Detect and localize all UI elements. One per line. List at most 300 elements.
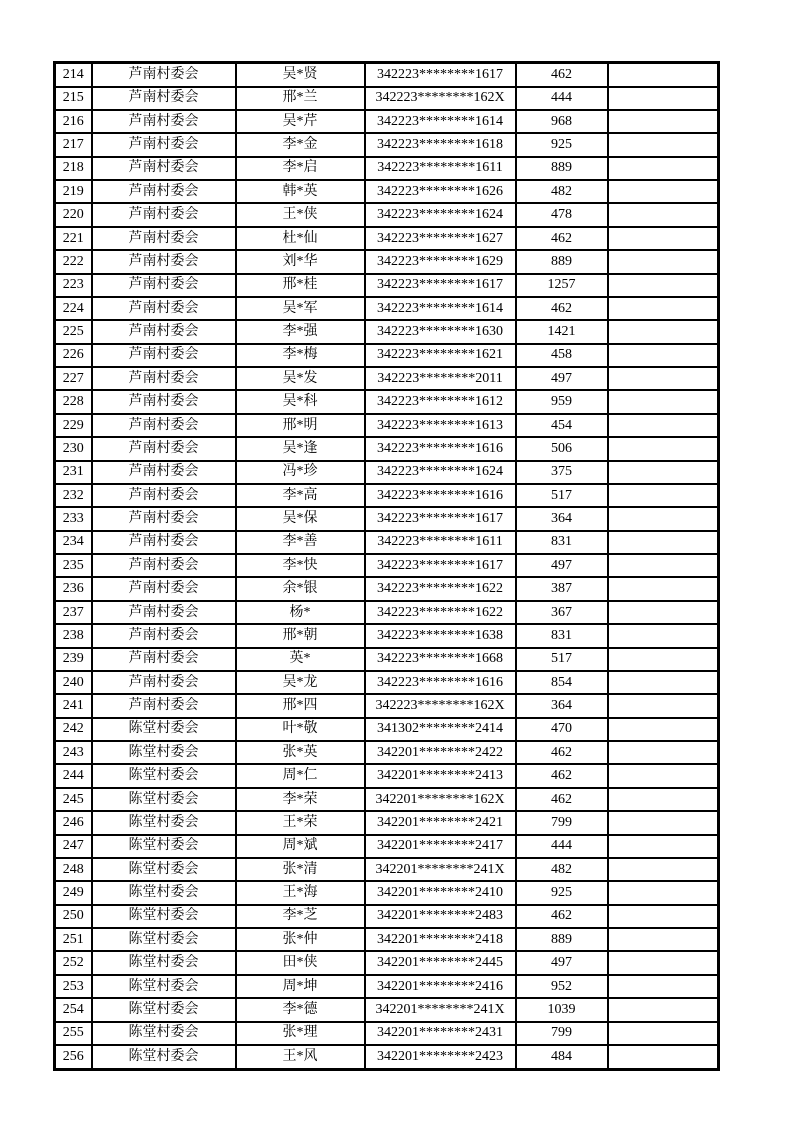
cell-village-committee: 陈堂村委会 (92, 788, 236, 811)
table-row (55, 975, 719, 998)
cell-remark (608, 741, 719, 764)
cell-masked-id-number: 342223********1621 (365, 344, 516, 367)
cell-amount: 482 (516, 180, 608, 203)
cell-serial-no: 225 (55, 320, 92, 343)
cell-remark (608, 63, 719, 87)
cell-amount: 478 (516, 203, 608, 226)
cell-remark (608, 274, 719, 297)
cell-remark (608, 858, 719, 881)
cell-amount: 925 (516, 133, 608, 156)
cell-village-committee: 芦南村委会 (92, 648, 236, 671)
cell-remark (608, 87, 719, 110)
cell-masked-id-number: 342223********1617 (365, 274, 516, 297)
cell-village-committee: 陈堂村委会 (92, 741, 236, 764)
cell-amount: 799 (516, 811, 608, 834)
cell-masked-id-number: 342201********2417 (365, 835, 516, 858)
cell-remark (608, 577, 719, 600)
cell-amount: 375 (516, 461, 608, 484)
cell-village-committee: 芦南村委会 (92, 601, 236, 624)
cell-village-committee: 芦南村委会 (92, 157, 236, 180)
cell-masked-id-number: 341302********2414 (365, 718, 516, 741)
table-body (55, 63, 719, 1070)
cell-serial-no: 221 (55, 227, 92, 250)
table-row (55, 157, 719, 180)
cell-village-committee: 陈堂村委会 (92, 764, 236, 787)
cell-village-committee: 芦南村委会 (92, 203, 236, 226)
cell-village-committee: 芦南村委会 (92, 507, 236, 530)
cell-remark (608, 928, 719, 951)
cell-masked-name: 张*仲 (236, 928, 365, 951)
table-row (55, 507, 719, 530)
cell-village-committee: 陈堂村委会 (92, 928, 236, 951)
cell-remark (608, 157, 719, 180)
cell-amount: 517 (516, 648, 608, 671)
cell-masked-name: 李*金 (236, 133, 365, 156)
table-row (55, 835, 719, 858)
cell-masked-name: 田*侠 (236, 951, 365, 974)
cell-remark (608, 788, 719, 811)
cell-masked-id-number: 342223********1629 (365, 250, 516, 273)
cell-remark (608, 554, 719, 577)
cell-village-committee: 陈堂村委会 (92, 811, 236, 834)
cell-village-committee: 陈堂村委会 (92, 881, 236, 904)
cell-serial-no: 226 (55, 344, 92, 367)
cell-masked-id-number: 342201********2421 (365, 811, 516, 834)
cell-masked-id-number: 342223********1627 (365, 227, 516, 250)
cell-masked-name: 冯*珍 (236, 461, 365, 484)
cell-masked-name: 李*启 (236, 157, 365, 180)
cell-remark (608, 951, 719, 974)
cell-masked-id-number: 342223********1617 (365, 507, 516, 530)
cell-remark (608, 344, 719, 367)
cell-serial-no: 232 (55, 484, 92, 507)
cell-serial-no: 229 (55, 414, 92, 437)
cell-serial-no: 247 (55, 835, 92, 858)
cell-amount: 364 (516, 694, 608, 717)
cell-amount: 959 (516, 390, 608, 413)
cell-village-committee: 芦南村委会 (92, 694, 236, 717)
cell-serial-no: 233 (55, 507, 92, 530)
cell-village-committee: 陈堂村委会 (92, 975, 236, 998)
table-row (55, 227, 719, 250)
cell-serial-no: 216 (55, 110, 92, 133)
cell-serial-no: 224 (55, 297, 92, 320)
cell-masked-name: 英* (236, 648, 365, 671)
cell-amount: 506 (516, 437, 608, 460)
cell-village-committee: 芦南村委会 (92, 133, 236, 156)
table-row (55, 1045, 719, 1070)
cell-village-committee: 芦南村委会 (92, 531, 236, 554)
cell-remark (608, 811, 719, 834)
cell-remark (608, 881, 719, 904)
cell-serial-no: 248 (55, 858, 92, 881)
cell-masked-name: 邢*明 (236, 414, 365, 437)
cell-serial-no: 236 (55, 577, 92, 600)
cell-serial-no: 238 (55, 624, 92, 647)
cell-masked-id-number: 342223********1622 (365, 601, 516, 624)
cell-amount: 462 (516, 227, 608, 250)
cell-masked-name: 杜*仙 (236, 227, 365, 250)
cell-masked-name: 周*斌 (236, 835, 365, 858)
cell-masked-name: 邢*朝 (236, 624, 365, 647)
table-row (55, 133, 719, 156)
cell-masked-name: 韩*英 (236, 180, 365, 203)
cell-amount: 458 (516, 344, 608, 367)
cell-masked-id-number: 342223********1613 (365, 414, 516, 437)
cell-masked-name: 张*清 (236, 858, 365, 881)
cell-village-committee: 芦南村委会 (92, 671, 236, 694)
cell-masked-name: 吴*科 (236, 390, 365, 413)
cell-village-committee: 芦南村委会 (92, 484, 236, 507)
cell-masked-id-number: 342223********1622 (365, 577, 516, 600)
cell-village-committee: 芦南村委会 (92, 344, 236, 367)
cell-serial-no: 230 (55, 437, 92, 460)
cell-masked-id-number: 342201********162X (365, 788, 516, 811)
cell-serial-no: 239 (55, 648, 92, 671)
cell-masked-name: 李*芝 (236, 905, 365, 928)
cell-serial-no: 228 (55, 390, 92, 413)
cell-masked-name: 余*银 (236, 577, 365, 600)
cell-remark (608, 180, 719, 203)
table-row (55, 367, 719, 390)
cell-serial-no: 246 (55, 811, 92, 834)
table-row (55, 788, 719, 811)
cell-village-committee: 芦南村委会 (92, 414, 236, 437)
cell-village-committee: 陈堂村委会 (92, 1045, 236, 1070)
table-row (55, 928, 719, 951)
cell-village-committee: 芦南村委会 (92, 437, 236, 460)
table-row (55, 905, 719, 928)
cell-serial-no: 251 (55, 928, 92, 951)
table-row (55, 951, 719, 974)
cell-masked-name: 邢*兰 (236, 87, 365, 110)
cell-amount: 889 (516, 157, 608, 180)
cell-amount: 831 (516, 624, 608, 647)
cell-serial-no: 242 (55, 718, 92, 741)
cell-masked-id-number: 342223********1617 (365, 554, 516, 577)
cell-remark (608, 694, 719, 717)
cell-masked-name: 吴*发 (236, 367, 365, 390)
cell-serial-no: 256 (55, 1045, 92, 1070)
cell-masked-name: 李*高 (236, 484, 365, 507)
cell-village-committee: 芦南村委会 (92, 461, 236, 484)
cell-amount: 497 (516, 951, 608, 974)
cell-masked-name: 杨* (236, 601, 365, 624)
cell-masked-id-number: 342201********2423 (365, 1045, 516, 1070)
cell-masked-name: 李*梅 (236, 344, 365, 367)
cell-remark (608, 250, 719, 273)
cell-remark (608, 320, 719, 343)
cell-masked-name: 李*快 (236, 554, 365, 577)
cell-amount: 799 (516, 1022, 608, 1045)
cell-serial-no: 231 (55, 461, 92, 484)
cell-masked-name: 李*强 (236, 320, 365, 343)
cell-masked-name: 周*仁 (236, 764, 365, 787)
cell-masked-id-number: 342223********1626 (365, 180, 516, 203)
cell-masked-name: 张*英 (236, 741, 365, 764)
cell-masked-name: 邢*四 (236, 694, 365, 717)
cell-serial-no: 218 (55, 157, 92, 180)
cell-amount: 482 (516, 858, 608, 881)
cell-remark (608, 437, 719, 460)
cell-village-committee: 芦南村委会 (92, 320, 236, 343)
cell-masked-id-number: 342223********1630 (365, 320, 516, 343)
cell-masked-id-number: 342223********1638 (365, 624, 516, 647)
cell-remark (608, 110, 719, 133)
table-row (55, 320, 719, 343)
cell-village-committee: 芦南村委会 (92, 63, 236, 87)
cell-masked-id-number: 342201********241X (365, 998, 516, 1021)
cell-masked-name: 李*善 (236, 531, 365, 554)
cell-serial-no: 254 (55, 998, 92, 1021)
cell-amount: 889 (516, 928, 608, 951)
table-row (55, 694, 719, 717)
cell-masked-id-number: 342201********2416 (365, 975, 516, 998)
cell-masked-id-number: 342223********162X (365, 87, 516, 110)
cell-amount: 497 (516, 367, 608, 390)
cell-serial-no: 223 (55, 274, 92, 297)
cell-masked-id-number: 342201********2410 (365, 881, 516, 904)
cell-remark (608, 671, 719, 694)
cell-masked-name: 吴*芹 (236, 110, 365, 133)
cell-masked-id-number: 342223********1668 (365, 648, 516, 671)
cell-remark (608, 297, 719, 320)
table-row (55, 344, 719, 367)
cell-amount: 454 (516, 414, 608, 437)
cell-masked-id-number: 342201********241X (365, 858, 516, 881)
cell-masked-id-number: 342223********1614 (365, 110, 516, 133)
cell-serial-no: 235 (55, 554, 92, 577)
cell-amount: 387 (516, 577, 608, 600)
cell-amount: 952 (516, 975, 608, 998)
cell-village-committee: 陈堂村委会 (92, 951, 236, 974)
cell-village-committee: 芦南村委会 (92, 554, 236, 577)
cell-masked-id-number: 342223********1614 (365, 297, 516, 320)
table-row (55, 274, 719, 297)
cell-masked-id-number: 342223********162X (365, 694, 516, 717)
table-row (55, 461, 719, 484)
cell-village-committee: 陈堂村委会 (92, 718, 236, 741)
cell-masked-name: 吴*逢 (236, 437, 365, 460)
cell-remark (608, 905, 719, 928)
cell-amount: 470 (516, 718, 608, 741)
cell-masked-name: 叶*敬 (236, 718, 365, 741)
cell-amount: 462 (516, 788, 608, 811)
cell-masked-id-number: 342201********2422 (365, 741, 516, 764)
cell-village-committee: 芦南村委会 (92, 390, 236, 413)
cell-masked-id-number: 342223********1618 (365, 133, 516, 156)
cell-serial-no: 240 (55, 671, 92, 694)
cell-amount: 462 (516, 297, 608, 320)
cell-serial-no: 222 (55, 250, 92, 273)
cell-serial-no: 253 (55, 975, 92, 998)
cell-village-committee: 陈堂村委会 (92, 905, 236, 928)
cell-amount: 364 (516, 507, 608, 530)
cell-masked-name: 李*荣 (236, 788, 365, 811)
cell-masked-id-number: 342223********1624 (365, 203, 516, 226)
cell-amount: 831 (516, 531, 608, 554)
cell-masked-id-number: 342223********1616 (365, 437, 516, 460)
cell-amount: 968 (516, 110, 608, 133)
cell-amount: 925 (516, 881, 608, 904)
cell-serial-no: 252 (55, 951, 92, 974)
cell-remark (608, 648, 719, 671)
cell-masked-name: 吴*龙 (236, 671, 365, 694)
table-row (55, 881, 719, 904)
cell-masked-id-number: 342201********2445 (365, 951, 516, 974)
cell-amount: 367 (516, 601, 608, 624)
cell-village-committee: 芦南村委会 (92, 110, 236, 133)
cell-masked-id-number: 342223********2011 (365, 367, 516, 390)
cell-masked-id-number: 342223********1617 (365, 63, 516, 87)
cell-masked-name: 吴*贤 (236, 63, 365, 87)
cell-remark (608, 507, 719, 530)
cell-serial-no: 217 (55, 133, 92, 156)
table-row (55, 811, 719, 834)
cell-village-committee: 陈堂村委会 (92, 858, 236, 881)
cell-amount: 484 (516, 1045, 608, 1070)
cell-amount: 1039 (516, 998, 608, 1021)
table-row (55, 554, 719, 577)
table-row (55, 741, 719, 764)
table-row (55, 180, 719, 203)
cell-serial-no: 250 (55, 905, 92, 928)
table-row (55, 577, 719, 600)
cell-amount: 517 (516, 484, 608, 507)
cell-masked-id-number: 342223********1611 (365, 531, 516, 554)
table-row (55, 203, 719, 226)
cell-masked-id-number: 342223********1616 (365, 671, 516, 694)
cell-serial-no: 234 (55, 531, 92, 554)
cell-remark (608, 1022, 719, 1045)
table-row (55, 250, 719, 273)
cell-masked-name: 王*风 (236, 1045, 365, 1070)
cell-masked-id-number: 342223********1616 (365, 484, 516, 507)
table-row (55, 110, 719, 133)
cell-serial-no: 245 (55, 788, 92, 811)
cell-remark (608, 461, 719, 484)
cell-masked-name: 刘*华 (236, 250, 365, 273)
table-row (55, 648, 719, 671)
cell-masked-name: 王*荣 (236, 811, 365, 834)
table-row (55, 531, 719, 554)
beneficiary-table (53, 61, 720, 1071)
cell-remark (608, 367, 719, 390)
cell-masked-id-number: 342223********1611 (365, 157, 516, 180)
cell-masked-id-number: 342223********1612 (365, 390, 516, 413)
cell-village-committee: 陈堂村委会 (92, 1022, 236, 1045)
cell-masked-name: 王*侠 (236, 203, 365, 226)
cell-remark (608, 718, 719, 741)
table-row (55, 484, 719, 507)
cell-serial-no: 214 (55, 63, 92, 87)
cell-amount: 462 (516, 764, 608, 787)
cell-serial-no: 243 (55, 741, 92, 764)
cell-masked-name: 李*德 (236, 998, 365, 1021)
cell-remark (608, 484, 719, 507)
cell-remark (608, 601, 719, 624)
cell-village-committee: 芦南村委会 (92, 250, 236, 273)
cell-remark (608, 414, 719, 437)
cell-village-committee: 芦南村委会 (92, 367, 236, 390)
cell-village-committee: 芦南村委会 (92, 297, 236, 320)
cell-masked-id-number: 342201********2431 (365, 1022, 516, 1045)
cell-amount: 1421 (516, 320, 608, 343)
cell-masked-name: 邢*桂 (236, 274, 365, 297)
table-row (55, 764, 719, 787)
cell-serial-no: 237 (55, 601, 92, 624)
table-row (55, 63, 719, 87)
table-row (55, 998, 719, 1021)
cell-serial-no: 215 (55, 87, 92, 110)
cell-remark (608, 203, 719, 226)
cell-village-committee: 陈堂村委会 (92, 835, 236, 858)
cell-village-committee: 芦南村委会 (92, 87, 236, 110)
cell-masked-id-number: 342201********2413 (365, 764, 516, 787)
cell-remark (608, 975, 719, 998)
cell-amount: 462 (516, 741, 608, 764)
cell-remark (608, 998, 719, 1021)
cell-masked-name: 吴*军 (236, 297, 365, 320)
cell-masked-name: 王*海 (236, 881, 365, 904)
cell-village-committee: 陈堂村委会 (92, 998, 236, 1021)
cell-serial-no: 244 (55, 764, 92, 787)
cell-village-committee: 芦南村委会 (92, 624, 236, 647)
table-row (55, 297, 719, 320)
cell-amount: 854 (516, 671, 608, 694)
cell-amount: 462 (516, 905, 608, 928)
cell-amount: 444 (516, 87, 608, 110)
cell-masked-id-number: 342201********2483 (365, 905, 516, 928)
cell-amount: 1257 (516, 274, 608, 297)
cell-remark (608, 1045, 719, 1070)
cell-village-committee: 芦南村委会 (92, 577, 236, 600)
cell-serial-no: 255 (55, 1022, 92, 1045)
cell-amount: 889 (516, 250, 608, 273)
cell-serial-no: 220 (55, 203, 92, 226)
cell-remark (608, 133, 719, 156)
table-row (55, 390, 719, 413)
table-row (55, 437, 719, 460)
table-row (55, 624, 719, 647)
cell-masked-name: 张*理 (236, 1022, 365, 1045)
table-row (55, 601, 719, 624)
table-row (55, 718, 719, 741)
cell-serial-no: 219 (55, 180, 92, 203)
table-row (55, 87, 719, 110)
cell-masked-id-number: 342201********2418 (365, 928, 516, 951)
cell-village-committee: 芦南村委会 (92, 227, 236, 250)
cell-amount: 444 (516, 835, 608, 858)
table-row (55, 671, 719, 694)
cell-remark (608, 390, 719, 413)
cell-serial-no: 241 (55, 694, 92, 717)
cell-village-committee: 芦南村委会 (92, 274, 236, 297)
cell-remark (608, 624, 719, 647)
cell-remark (608, 764, 719, 787)
cell-remark (608, 531, 719, 554)
cell-serial-no: 227 (55, 367, 92, 390)
table-row (55, 1022, 719, 1045)
table-row (55, 858, 719, 881)
cell-masked-name: 周*坤 (236, 975, 365, 998)
cell-village-committee: 芦南村委会 (92, 180, 236, 203)
cell-masked-name: 吴*保 (236, 507, 365, 530)
cell-masked-id-number: 342223********1624 (365, 461, 516, 484)
cell-amount: 462 (516, 63, 608, 87)
cell-remark (608, 227, 719, 250)
cell-serial-no: 249 (55, 881, 92, 904)
